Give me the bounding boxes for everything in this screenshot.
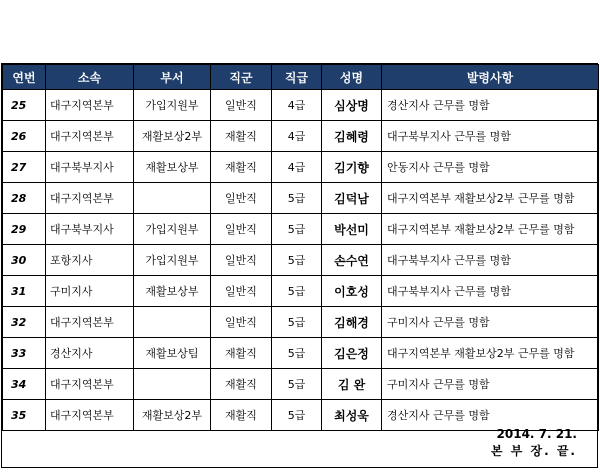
cell-affiliation: 구미지사 — [46, 276, 134, 307]
header-job-group: 직군 — [211, 65, 272, 90]
cell-name: 최성욱 — [322, 400, 382, 431]
personnel-table — [2, 64, 599, 431]
cell-job-group: 일반직 — [211, 183, 272, 214]
document-footer — [491, 426, 577, 460]
cell-grade: 5급 — [272, 214, 322, 245]
cell-assignment: 대구북부지사 근무를 명함 — [382, 276, 599, 307]
cell-department: 재활보상2부 — [134, 400, 211, 431]
cell-no: 30 — [3, 245, 46, 276]
table-row — [3, 276, 599, 307]
table-row — [3, 214, 599, 245]
cell-name: 김은정 — [322, 338, 382, 369]
cell-assignment: 경산지사 근무를 명함 — [382, 90, 599, 121]
header-name: 성명 — [322, 65, 382, 90]
cell-department: 가입지원부 — [134, 90, 211, 121]
personnel-order-sheet — [1, 63, 598, 468]
cell-department: 가입지원부 — [134, 214, 211, 245]
cell-department — [134, 369, 211, 400]
cell-affiliation: 대구지역본부 — [46, 183, 134, 214]
cell-assignment: 대구지역본부 재활보상2부 근무를 명함 — [382, 338, 599, 369]
cell-affiliation: 경산지사 — [46, 338, 134, 369]
cell-grade: 5급 — [272, 276, 322, 307]
cell-name: 김기향 — [322, 152, 382, 183]
cell-name: 김혜령 — [322, 121, 382, 152]
table-row — [3, 90, 599, 121]
cell-assignment: 구미지사 근무를 명함 — [382, 369, 599, 400]
cell-job-group: 재활직 — [211, 121, 272, 152]
cell-affiliation: 대구북부지사 — [46, 152, 134, 183]
cell-no: 29 — [3, 214, 46, 245]
cell-name: 김덕남 — [322, 183, 382, 214]
cell-assignment: 대구지역본부 재활보상2부 근무를 명함 — [382, 214, 599, 245]
cell-grade: 4급 — [272, 152, 322, 183]
cell-assignment: 구미지사 근무를 명함 — [382, 307, 599, 338]
cell-affiliation: 대구지역본부 — [46, 307, 134, 338]
cell-no: 34 — [3, 369, 46, 400]
cell-affiliation: 포항지사 — [46, 245, 134, 276]
cell-affiliation: 대구지역본부 — [46, 121, 134, 152]
cell-department: 재활보상2부 — [134, 121, 211, 152]
cell-assignment: 대구지역본부 재활보상2부 근무를 명함 — [382, 183, 599, 214]
header-no: 연번 — [3, 65, 46, 90]
cell-grade: 4급 — [272, 90, 322, 121]
cell-grade: 5급 — [272, 369, 322, 400]
cell-job-group: 일반직 — [211, 307, 272, 338]
cell-job-group: 일반직 — [211, 90, 272, 121]
cell-name: 김해경 — [322, 307, 382, 338]
table-row — [3, 307, 599, 338]
cell-job-group: 일반직 — [211, 245, 272, 276]
cell-affiliation: 대구지역본부 — [46, 369, 134, 400]
table-row — [3, 369, 599, 400]
cell-job-group: 재활직 — [211, 369, 272, 400]
cell-grade: 5급 — [272, 400, 322, 431]
cell-no: 28 — [3, 183, 46, 214]
cell-no: 32 — [3, 307, 46, 338]
table-row — [3, 338, 599, 369]
cell-grade: 5급 — [272, 183, 322, 214]
cell-grade: 5급 — [272, 307, 322, 338]
footer-date: 2014. 7. 21. — [496, 427, 577, 441]
cell-job-group: 일반직 — [211, 214, 272, 245]
cell-no: 31 — [3, 276, 46, 307]
cell-assignment: 대구북부지사 근무를 명함 — [382, 121, 599, 152]
table-row — [3, 121, 599, 152]
cell-job-group: 재활직 — [211, 152, 272, 183]
cell-assignment: 경산지사 근무를 명함 — [382, 400, 599, 431]
cell-department — [134, 183, 211, 214]
cell-name: 이호성 — [322, 276, 382, 307]
footer-signature: 본 부 장. 끝. — [490, 444, 577, 458]
cell-department: 가입지원부 — [134, 245, 211, 276]
cell-no: 27 — [3, 152, 46, 183]
cell-assignment: 대구북부지사 근무를 명함 — [382, 245, 599, 276]
cell-grade: 4급 — [272, 121, 322, 152]
cell-name: 심상명 — [322, 90, 382, 121]
cell-no: 26 — [3, 121, 46, 152]
header-assignment: 발령사항 — [382, 65, 599, 90]
cell-name: 손수연 — [322, 245, 382, 276]
cell-grade: 5급 — [272, 338, 322, 369]
cell-no: 35 — [3, 400, 46, 431]
cell-affiliation: 대구지역본부 — [46, 90, 134, 121]
table-header-row — [3, 65, 599, 90]
cell-job-group: 재활직 — [211, 338, 272, 369]
cell-job-group: 일반직 — [211, 276, 272, 307]
table-row — [3, 245, 599, 276]
cell-department: 재활보상부 — [134, 152, 211, 183]
cell-department: 재활보상부 — [134, 276, 211, 307]
cell-no: 25 — [3, 90, 46, 121]
cell-grade: 5급 — [272, 245, 322, 276]
cell-name: 김 완 — [322, 369, 382, 400]
cell-department: 재활보상팀 — [134, 338, 211, 369]
cell-department — [134, 307, 211, 338]
cell-no: 33 — [3, 338, 46, 369]
table-row — [3, 152, 599, 183]
cell-affiliation: 대구북부지사 — [46, 214, 134, 245]
table-row — [3, 183, 599, 214]
cell-job-group: 재활직 — [211, 400, 272, 431]
header-department: 부서 — [134, 65, 211, 90]
cell-assignment: 안동지사 근무를 명함 — [382, 152, 599, 183]
cell-name: 박선미 — [322, 214, 382, 245]
header-affiliation: 소속 — [46, 65, 134, 90]
cell-affiliation: 대구지역본부 — [46, 400, 134, 431]
header-grade: 직급 — [272, 65, 322, 90]
